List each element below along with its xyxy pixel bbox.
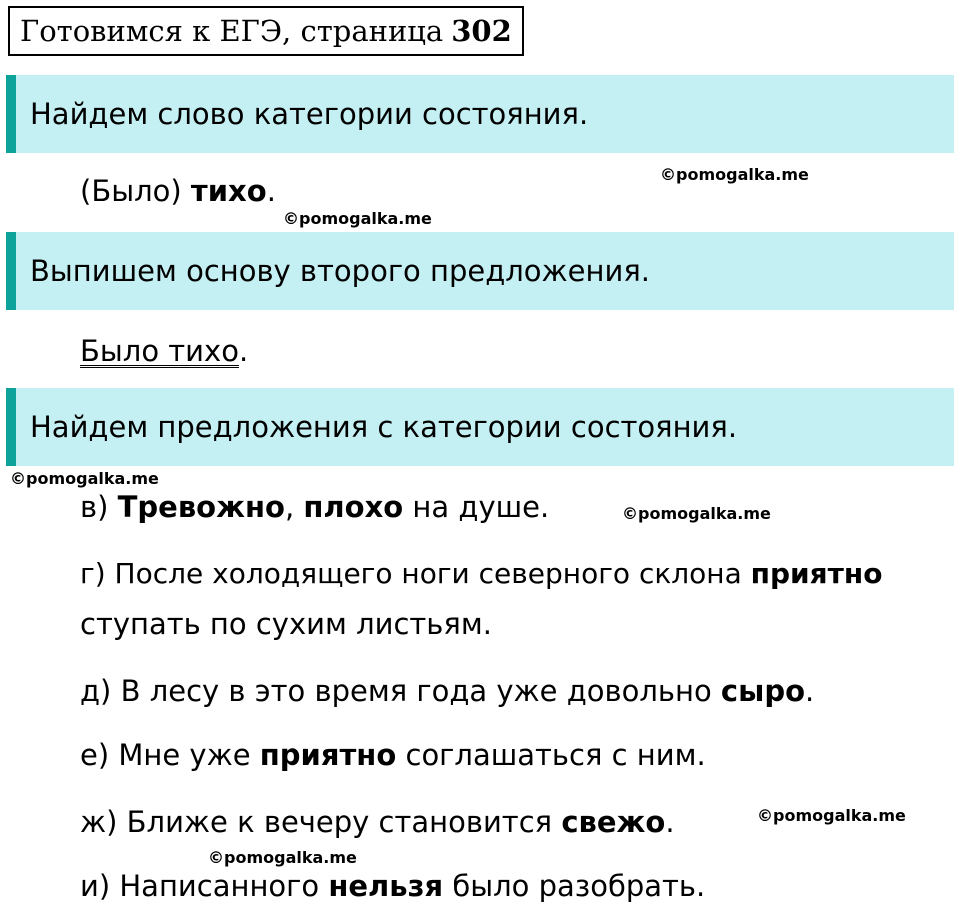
- grammatical-basis: Было тихо: [80, 334, 239, 368]
- watermark: ©pomogalka.me: [660, 165, 809, 184]
- watermark: ©pomogalka.me: [283, 209, 432, 228]
- answer-1: [80, 174, 276, 208]
- section-heading-2: [6, 232, 954, 310]
- page-title-text: Готовимся к ЕГЭ, страница: [20, 14, 444, 48]
- list-item-continuation: [80, 607, 492, 641]
- item-text: и) Написанного: [80, 869, 329, 903]
- section-heading-3: [6, 388, 954, 466]
- item-text: соглашаться с ним.: [396, 738, 706, 772]
- list-item: [80, 805, 675, 839]
- item-text: на душе.: [403, 490, 550, 524]
- section-heading-1-text: Найдем слово категории состояния.: [30, 97, 589, 131]
- list-item: [80, 557, 882, 590]
- section-heading-3-text: Найдем предложения с категории состояния.: [30, 410, 738, 444]
- item-bold: приятно: [259, 738, 397, 772]
- watermark: ©pomogalka.me: [208, 848, 357, 867]
- item-text: ступать по сухим листьям.: [80, 607, 492, 641]
- item-text: ж) Ближе к вечеру становится: [80, 805, 562, 839]
- item-bold: свежо: [561, 805, 666, 839]
- item-bold: приятно: [750, 557, 883, 590]
- item-text: е) Мне уже: [80, 738, 260, 772]
- list-item: [80, 738, 706, 772]
- item-text: .: [805, 674, 815, 708]
- item-bold: сыро: [720, 674, 806, 708]
- answer-2: [80, 334, 248, 368]
- page-number: 302: [451, 14, 512, 48]
- list-item: [80, 490, 549, 524]
- answer-1-bold: тихо: [190, 174, 267, 208]
- item-text: г) После холодящего ноги северного склона: [80, 557, 751, 590]
- item-text: в): [80, 490, 118, 524]
- item-bold: Тревожно: [117, 490, 285, 524]
- watermark: ©pomogalka.me: [10, 469, 159, 488]
- watermark: ©pomogalka.me: [622, 504, 771, 523]
- item-text: д) В лесу в это время года уже довольно: [80, 674, 721, 708]
- answer-1-prefix: (Было): [80, 174, 191, 208]
- section-heading-1: [6, 75, 954, 153]
- item-bold: плохо: [303, 490, 404, 524]
- item-bold: нельзя: [328, 869, 444, 903]
- item-text: ,: [284, 490, 304, 524]
- page-title: [8, 6, 524, 56]
- answer-2-suffix: .: [238, 334, 249, 368]
- section-heading-2-text: Выпишем основу второго предложения.: [30, 254, 650, 288]
- item-text: было разобрать.: [443, 869, 706, 903]
- watermark: ©pomogalka.me: [757, 806, 906, 825]
- list-item: [80, 674, 814, 708]
- list-item: [80, 869, 705, 903]
- item-text: .: [665, 805, 675, 839]
- answer-1-suffix: .: [266, 174, 276, 208]
